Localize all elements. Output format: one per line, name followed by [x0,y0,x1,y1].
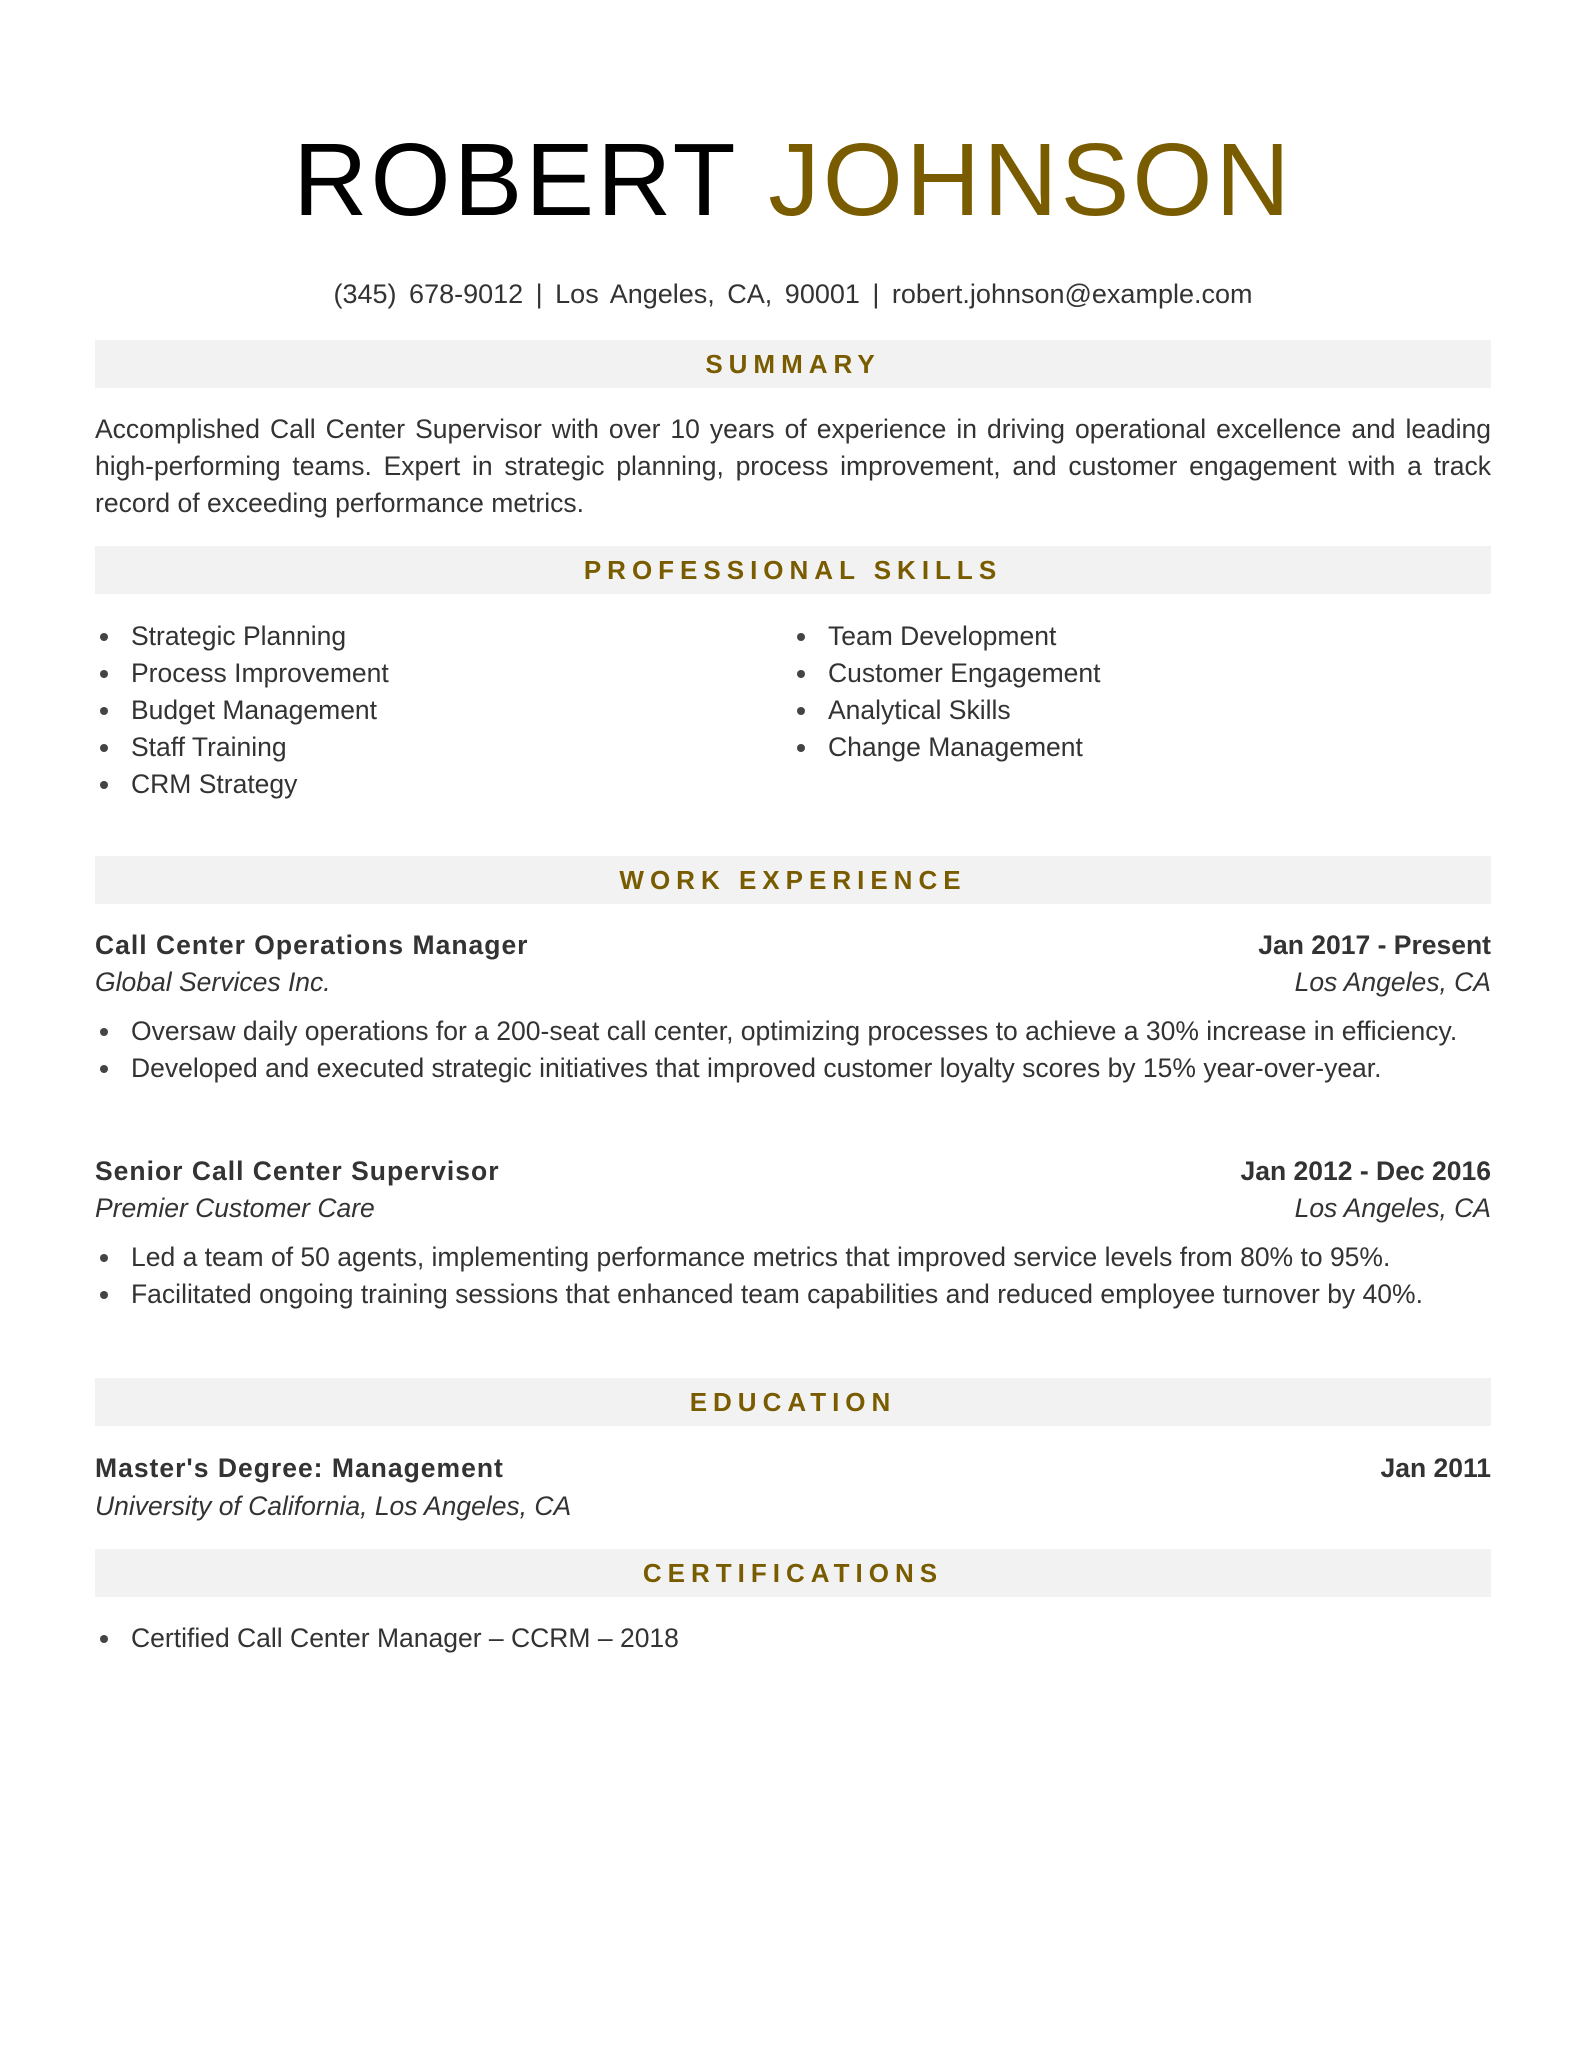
certifications-heading: CERTIFICATIONS [95,1549,1491,1597]
skills-heading: PROFESSIONAL SKILLS [95,546,1491,594]
list-item [95,1013,1491,1050]
job-location: Los Angeles, CA [1294,1193,1491,1223]
education-header [95,1450,1491,1487]
first-name: ROBERT [293,122,737,237]
list-item [95,1239,1491,1276]
skill-label: Process Improvement [131,658,389,688]
skill-label: Team Development [828,621,1057,651]
job-title: Call Center Operations Manager [95,930,529,960]
job-dates: Jan 2012 - Dec 2016 [1240,1156,1491,1186]
job-location: Los Angeles, CA [1294,967,1491,997]
skills-list-right [792,618,1442,766]
education-heading: EDUCATION [95,1378,1491,1426]
job-dates: Jan 2017 - Present [1258,930,1491,960]
company-name: Global Services Inc. [95,967,331,997]
list-item [95,618,745,655]
education-date: Jan 2011 [1380,1453,1491,1483]
contact-info: (345) 678-9012 | Los Angeles, CA, 90001 | robert.johnson@example.com [333,279,1253,309]
list-item [95,692,745,729]
skill-label: Analytical Skills [828,695,1011,725]
job-bullets [95,1239,1491,1313]
skill-label: Budget Management [131,695,378,725]
job-header [95,1153,1491,1190]
list-item [792,618,1442,655]
summary-text: Accomplished Call Center Supervisor with over 10 years of experience in driving operational excellence and leading high-performing teams. Expert in strategic planning, process improvement, and customer engagement with a track record of exceeding performance metrics. [95,414,1491,518]
job-bullet-text: Oversaw daily operations for a 200-seat call center, optimizing processes to achieve a 30% increase in efficiency. [131,1016,1458,1046]
list-item [95,729,745,766]
list-item [792,692,1442,729]
candidate-name [95,115,1491,245]
job-header [95,927,1491,964]
skill-label: CRM Strategy [131,769,298,799]
job-bullet-text: Facilitated ongoing training sessions that enhanced team capabilities and reduced employee turnover by 40%. [131,1279,1423,1309]
last-name: JOHNSON [768,122,1293,237]
experience-heading: WORK EXPERIENCE [95,856,1491,904]
school-name: University of California, Los Angeles, CA [95,1491,572,1521]
list-item [95,1276,1491,1313]
job-bullet-text: Developed and executed strategic initiatives that improved customer loyalty scores by 15% year-over-year. [131,1053,1382,1083]
skills-list-left [95,618,745,803]
list-item [95,1050,1491,1087]
skill-label: Staff Training [131,732,287,762]
list-item [792,729,1442,766]
list-item [95,655,745,692]
job-subheader [95,964,1491,1001]
job-bullets [95,1013,1491,1087]
skill-label: Strategic Planning [131,621,347,651]
job-bullet-text: Led a team of 50 agents, implementing performance metrics that improved service levels from 80% to 95%. [131,1242,1391,1272]
company-name: Premier Customer Care [95,1193,375,1223]
certification-text: Certified Call Center Manager – CCRM – 2018 [131,1623,679,1653]
degree: Master's Degree: Management [95,1453,504,1483]
job-subheader [95,1190,1491,1227]
list-item [95,766,745,803]
skill-label: Change Management [828,732,1083,762]
job-title: Senior Call Center Supervisor [95,1156,500,1186]
skill-label: Customer Engagement [828,658,1101,688]
list-item [95,1620,1491,1657]
certifications-list [95,1620,1491,1657]
summary-heading: SUMMARY [95,340,1491,388]
list-item [792,655,1442,692]
education-subheader [95,1488,1491,1525]
